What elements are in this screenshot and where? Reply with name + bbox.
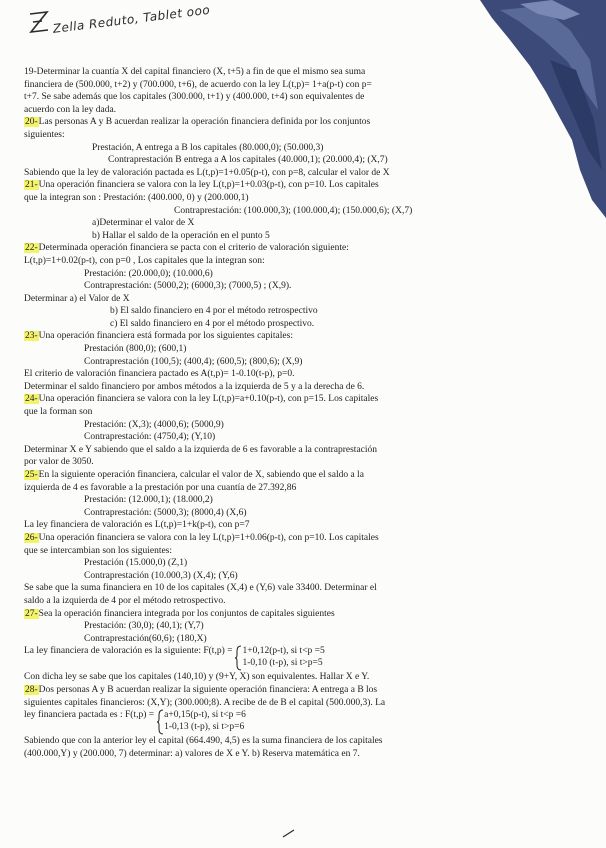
law-intro: ley financiera pactada es : F(t,p) = [24, 710, 155, 721]
problem-line [24, 255, 504, 268]
problem-line [24, 582, 504, 595]
problem-line [24, 142, 504, 155]
problem-text: c) El saldo financiero en 4 por el método prospectivo. [110, 318, 315, 329]
problem-text: Contraprestación: (5000,3); (8000,4) (X,6) [84, 507, 247, 518]
problem-text: a)Determinar el valor de X [92, 218, 195, 229]
problem-number: 20- [25, 117, 38, 128]
problem-text: Dos personas A y B acuerdan realizar la siguiente operación financiera: A entrega a B los [38, 684, 378, 695]
problem-line [24, 633, 504, 646]
problem-text: b) Hallar el saldo de la operación en el punto 5 [92, 230, 270, 241]
problem-text: siguientes: [24, 129, 65, 140]
problem-line: (400.000,Y) y (200.000, 7) determinar: a) valores de X e Y. b) Reserva matemática en 7. [24, 748, 360, 759]
problem-line [24, 91, 504, 104]
problem-line [24, 419, 504, 432]
brace-icon [234, 645, 242, 671]
problem-text: que la forman son [24, 407, 93, 418]
problem-line [24, 217, 504, 230]
handwritten-header: Zella Reduto, Tablet ooo [52, 2, 211, 36]
problem-text: En la siguiente operación financiera, calcular el valor de X, sabiendo que el saldo a la [38, 470, 364, 480]
problem-line [24, 608, 524, 621]
problem-line [24, 620, 504, 633]
problem-number: 19- [24, 67, 37, 77]
problem-line [24, 532, 524, 545]
problem-text: acuerdo con la ley dada. [24, 104, 117, 115]
problem-line [24, 444, 504, 457]
problem-text: t+7. Se sabe además que los capitales (300.000, t+1) y (400.000, t+4) son equivalentes de [24, 92, 365, 103]
problem-line [24, 356, 504, 369]
problem-text: Contraprestación: (5000,2); (6000,3); (7000,5) ; (X,9). [84, 281, 292, 292]
problem-line [24, 79, 504, 92]
problem-text: L(t,p)=1+0.02(p-t), con p=0 , Los capitales que la integran son: [24, 255, 265, 266]
problem-text: Prestación: (20.000,0); (10.000,6) [84, 268, 213, 279]
problem-number: 22- [25, 243, 38, 254]
problem-text: Prestación (800,0); (600,1) [84, 344, 187, 355]
problem-text: Determinada operación financiera se pacta con el criterio de valoración siguiente: [38, 243, 349, 254]
problem-line [24, 104, 504, 117]
problem-text: Prestación: (30,0); (40,1); (Y,7) [84, 621, 204, 632]
problem-text: Contraprestación(60,6); (180,X) [84, 633, 207, 644]
problem-number: 28- [25, 684, 38, 695]
law-case-1: a+0,15(p-t), si t<p =6 [164, 710, 246, 721]
problem-text: Contraprestación (100,5); (400,4); (600,5); (800,6); (X,9) [84, 356, 303, 367]
problem-text: Prestación: (12.000,1); (18.000,2) [84, 495, 213, 506]
problem-line [24, 381, 504, 394]
problem-line [24, 684, 524, 697]
problem-list [24, 66, 504, 760]
problem-line [24, 242, 524, 255]
problem-line [24, 482, 504, 495]
problem-text: Sabiendo que la ley de valoración pactada es L(t,p)=1+0.05(p-t), con p=8, calcular el valor de X [24, 167, 390, 178]
problem-text: izquierda de 4 es favorable a la prestación por una cuantía de 27.392,86 [24, 482, 297, 493]
problem-text: Determinar la cuantía X del capital financiero (X, t+5) a fin de que el mismo sea suma [36, 67, 366, 77]
problem-number: 21- [25, 180, 38, 191]
problem-line [24, 507, 504, 520]
problem-line [24, 230, 504, 243]
problem-line [24, 393, 524, 406]
problem-line [24, 116, 524, 129]
problem-line [24, 545, 504, 558]
problem-number: 25- [25, 470, 38, 480]
problem-line [24, 305, 504, 318]
problem-line [24, 167, 504, 180]
problem-text: Determinar X e Y sabiendo que el saldo a la izquierda de 6 es favorable a la contraprestación [24, 444, 378, 455]
problem-text: Determinar el saldo financiero por ambos métodos a la izquierda de 5 y a la derecha de 6. [24, 381, 365, 392]
problem-line [24, 280, 504, 293]
problem-text: que se intercambian son los siguientes: [24, 545, 173, 556]
problem-text: Contraprestación: (100.000,3); (100.000,4); (150.000,6); (X,7) [174, 205, 413, 216]
problem-line [24, 519, 504, 532]
problem-text: Las personas A y B acuerdan realizar la operación financiera definida por los conjuntos [38, 117, 371, 128]
problem-line [24, 179, 524, 192]
problem-text: Prestación (15.000,0) (Z,1) [84, 558, 188, 569]
problem-number: 26- [25, 532, 38, 543]
problem-line: Con dicha ley se sabe que los capitales (140,10) y (9+Y, X) son equivalentes. Hallar X e Y. [24, 672, 370, 683]
problem-line [24, 205, 504, 218]
problem-number: 24- [25, 394, 38, 405]
law-case-2: 1-0,13 (t-p), si t>p=6 [164, 722, 245, 733]
problem-line [24, 456, 504, 469]
problem-line [24, 293, 504, 306]
problem-number: 27- [25, 608, 38, 619]
problem-text: Una operación financiera está formada por los siguientes capitales: [38, 331, 293, 342]
problem-line [24, 330, 524, 343]
problem-text: b) El saldo financiero en 4 por el método retrospectivo [110, 306, 318, 317]
problem-line [24, 343, 504, 356]
problem-line [24, 318, 504, 331]
problem-text: saldo a la izquierda de 4 por el método retrospectivo. [24, 595, 226, 606]
problem-line [24, 469, 524, 482]
problem-text: por valor de 3050. [24, 457, 94, 468]
problem-text: Contraprestación B entrega a A los capitales (40.000,1); (20.000,4); (X,7) [108, 155, 388, 166]
problem-line [24, 570, 504, 583]
handwritten-z-mark [27, 10, 51, 36]
problem-text: Una operación financiera se valora con la ley L(t,p)=a+0.10(p-t), con p=15. Los capitales [38, 394, 379, 405]
problem-line [24, 154, 504, 167]
problem-text: Se sabe que la suma financiera en 10 de los capitales (X,4) e (Y,6) vale 33400. Determinar el [24, 583, 377, 594]
law-intro: La ley financiera de valoración es la siguiente: F(t,p) = [24, 646, 233, 657]
problem-line [24, 368, 504, 381]
piecewise-law [24, 709, 504, 735]
problem-text: financiera de (500.000, t+2) y (700.000, t+6), de acuerdo con la ley L(t,p)= 1+a(p-t) con p= [24, 79, 372, 90]
problem-text: El criterio de valoración financiera pactado es A(t,p)= 1-0.10(t-p), p=0. [24, 369, 295, 380]
problem-line [24, 406, 504, 419]
problem-line [24, 192, 504, 205]
problem-line [24, 129, 504, 142]
problem-text: Una operación financiera se valora con la ley L(t,p)=1+0.03(p-t), con p=10. Los capitales [38, 180, 379, 191]
problem-number: 23- [25, 331, 38, 342]
problem-line [24, 66, 524, 79]
problem-text: que la integran son : Prestación: (400.000, 0) y (200.000,1) [24, 192, 249, 203]
law-case-1: 1+0,12(p-t), si t<p =5 [242, 646, 325, 657]
problem-line [24, 697, 504, 710]
problem-text: Sea la operación financiera integrada por los conjuntos de capitales siguientes [38, 608, 335, 619]
problem-text: siguientes capitales financieros: (X,Y); (300.000;8). A recibe de de B el capital (500.000,3). La [24, 697, 386, 708]
problem-line [24, 268, 504, 281]
problem-text: Prestación: (X,3); (4000,6); (5000,9) [84, 419, 224, 430]
problem-text: Contraprestación: (4750,4); (Y,10) [84, 432, 216, 443]
problem-line [24, 595, 504, 608]
problem-line [24, 557, 504, 570]
problem-text: Prestación, A entrega a B los capitales (80.000,0); (50.000,3) [92, 142, 324, 153]
brace-icon [156, 709, 164, 735]
pen-mark [282, 828, 296, 838]
problem-text: Contraprestación (10.000,3) (X,4); (Y,6) [84, 570, 238, 581]
problem-text: Una operación financiera se valora con la ley L(t,p)=1+0.06(p-t), con p=10. Los capitales [38, 532, 379, 543]
problem-line [24, 494, 504, 507]
problem-line: Sabiendo que con la anterior ley el capital (664.490, 4,5) es la suma financiera de los capitales [24, 736, 383, 747]
piecewise-law [24, 645, 504, 671]
problem-line [24, 431, 504, 444]
problem-text: La ley financiera de valoración es L(t,p)=1+k(p-t), con p=7 [24, 520, 250, 531]
problem-text: Determinar a) el Valor de X [24, 293, 130, 304]
law-case-2: 1-0,10 (t-p), si t>p=5 [242, 658, 323, 669]
